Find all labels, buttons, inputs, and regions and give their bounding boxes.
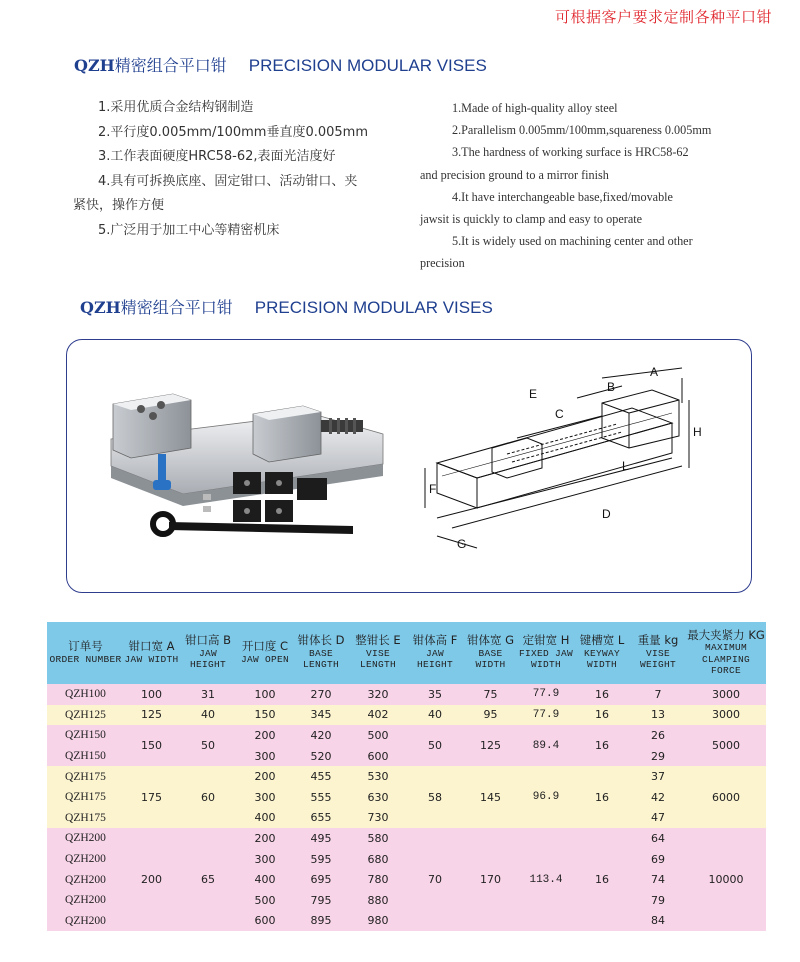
cell-jaw-height: 31 <box>179 684 237 705</box>
header-fixed-jaw-width: 定钳宽 H FIXED JAW WIDTH <box>518 622 574 684</box>
cell-weight: 13 <box>630 705 686 726</box>
features-cn <box>73 96 398 243</box>
feature-en-4-cont: jawsit is quickly to clamp and easy to operate <box>420 212 643 227</box>
cell-model: QZH200 <box>47 849 124 870</box>
cell-jaw-open: 300 <box>237 787 293 808</box>
header-order: 订单号 ORDER NUMBER <box>47 622 124 684</box>
label-c: C <box>555 407 564 421</box>
cell-jaw-height: 50 <box>179 725 237 766</box>
cell-weight: 29 <box>630 746 686 767</box>
title-cn: 精密组合平口钳 <box>114 56 227 75</box>
table-header-row <box>47 622 766 684</box>
cell-fixed-jaw-width: 77.9 <box>518 684 574 705</box>
feature-en-5: 5.It is widely used on machining center and other <box>452 234 693 249</box>
cell-clamping-force: 5000 <box>686 725 766 766</box>
label-l: L <box>622 459 629 473</box>
cell-weight: 84 <box>630 911 686 932</box>
feature-en-1: 1.Made of high-quality alloy steel <box>452 101 618 115</box>
cell-clamping-force: 6000 <box>686 766 766 828</box>
cell-model: QZH200 <box>47 890 124 911</box>
cell-vise-length: 580 <box>349 828 407 849</box>
feature-en-5-cont: precision <box>420 256 465 271</box>
cell-body-height: 35 <box>407 684 463 705</box>
cell-clamping-force: 10000 <box>686 828 766 931</box>
cell-jaw-open: 600 <box>237 911 293 932</box>
cell-base-length: 420 <box>293 725 349 746</box>
feature-cn-2: 2.平行度0.005mm/100mm垂直度0.005mm <box>98 124 369 140</box>
cell-weight: 79 <box>630 890 686 911</box>
cell-base-length: 455 <box>293 766 349 787</box>
label-e: E <box>529 387 538 401</box>
cell-model: QZH175 <box>47 787 124 808</box>
dimension-diagram <box>417 358 717 578</box>
table-row <box>47 725 766 746</box>
feature-en-2: 2.Parallelism 0.005mm/100mm,squareness 0.005mm <box>452 123 712 138</box>
cell-fixed-jaw-width: 77.9 <box>518 705 574 726</box>
cell-model: QZH100 <box>47 684 124 705</box>
cell-fixed-jaw-width: 96.9 <box>518 766 574 828</box>
feature-cn-1: 1.采用优质合金结构钢制造 <box>98 100 254 115</box>
cell-jaw-open: 100 <box>237 684 293 705</box>
cell-weight: 37 <box>630 766 686 787</box>
cell-body-height: 40 <box>407 705 463 726</box>
cell-model: QZH150 <box>47 746 124 767</box>
cell-base-length: 495 <box>293 828 349 849</box>
spec-table-body <box>47 684 766 931</box>
title-code: QZH <box>74 56 115 75</box>
cell-model: QZH125 <box>47 705 124 726</box>
cell-vise-length: 530 <box>349 766 407 787</box>
label-d: D <box>602 507 611 521</box>
cell-jaw-height: 60 <box>179 766 237 828</box>
feature-cn-4: 4.具有可拆换底座、固定钳口、活动钳口、夹 <box>98 173 358 189</box>
cell-jaw-open: 300 <box>237 849 293 870</box>
label-h: H <box>693 425 702 439</box>
cell-keyway-width: 16 <box>574 725 630 766</box>
cell-model: QZH175 <box>47 808 124 829</box>
cell-vise-length: 780 <box>349 869 407 890</box>
cell-jaw-open: 300 <box>237 746 293 767</box>
table-row <box>47 766 766 787</box>
table-row <box>47 705 766 726</box>
section-title-1 <box>74 53 487 76</box>
cell-base-width: 75 <box>463 684 518 705</box>
cell-weight: 42 <box>630 787 686 808</box>
cell-base-length: 595 <box>293 849 349 870</box>
feature-en-3-cont: and precision ground to a mirror finish <box>420 167 609 182</box>
cell-base-length: 655 <box>293 808 349 829</box>
cell-jaw-open: 200 <box>237 828 293 849</box>
product-image-frame <box>66 339 752 593</box>
cell-base-length: 520 <box>293 746 349 767</box>
header-base-width: 钳体宽 G BASE WIDTH <box>463 622 518 684</box>
cell-weight: 7 <box>630 684 686 705</box>
header-vise-length: 整钳长 E VISE LENGTH <box>349 622 407 684</box>
cell-jaw-width: 125 <box>124 705 179 726</box>
cell-base-width: 170 <box>463 828 518 931</box>
table-row <box>47 828 766 849</box>
section-title-2 <box>80 295 493 318</box>
cell-vise-length: 730 <box>349 808 407 829</box>
cell-vise-length: 500 <box>349 725 407 746</box>
feature-cn-3: 3.工作表面硬度HRC58-62,表面光洁度好 <box>98 149 336 164</box>
cell-base-length: 555 <box>293 787 349 808</box>
cell-jaw-open: 200 <box>237 725 293 746</box>
header-keyway-width: 键槽宽 L KEYWAY WIDTH <box>574 622 630 684</box>
cell-weight: 47 <box>630 808 686 829</box>
label-f: F <box>429 482 437 496</box>
cell-model: QZH150 <box>47 725 124 746</box>
cell-jaw-height: 65 <box>179 828 237 931</box>
cell-body-height: 70 <box>407 828 463 931</box>
label-b: B <box>607 380 616 394</box>
cell-weight: 64 <box>630 828 686 849</box>
cell-base-length: 695 <box>293 869 349 890</box>
cell-vise-length: 320 <box>349 684 407 705</box>
cell-base-length: 795 <box>293 890 349 911</box>
label-a: A <box>650 365 659 379</box>
feature-cn-5: 5.广泛用于加工中心等精密机床 <box>98 222 280 238</box>
title-en: PRECISION MODULAR VISES <box>254 298 493 317</box>
cell-base-width: 125 <box>463 725 518 766</box>
cell-jaw-width: 200 <box>124 828 179 931</box>
cell-base-width: 95 <box>463 705 518 726</box>
cell-jaw-open: 200 <box>237 766 293 787</box>
cell-jaw-width: 150 <box>124 725 179 766</box>
cell-jaw-height: 40 <box>179 705 237 726</box>
cell-fixed-jaw-width: 89.4 <box>518 725 574 766</box>
cell-base-length: 270 <box>293 684 349 705</box>
cell-vise-length: 980 <box>349 911 407 932</box>
cell-vise-length: 680 <box>349 849 407 870</box>
cell-base-length: 895 <box>293 911 349 932</box>
cell-jaw-open: 400 <box>237 808 293 829</box>
custom-order-note: 可根据客户要求定制各种平口钳 <box>554 8 772 26</box>
features-en <box>420 97 780 275</box>
title-en: PRECISION MODULAR VISES <box>248 56 487 75</box>
cell-jaw-width: 100 <box>124 684 179 705</box>
feature-cn-4-cont: 紧快，操作方便 <box>73 198 165 213</box>
cell-vise-length: 630 <box>349 787 407 808</box>
vise-photo <box>103 354 403 579</box>
header-weight: 重量 kg VISE WEIGHT <box>630 622 686 684</box>
cell-clamping-force: 3000 <box>686 705 766 726</box>
table-row <box>47 684 766 705</box>
header-base-length: 钳体长 D BASE LENGTH <box>293 622 349 684</box>
cell-body-height: 58 <box>407 766 463 828</box>
cell-keyway-width: 16 <box>574 828 630 931</box>
label-g: G <box>457 537 467 551</box>
cell-base-width: 145 <box>463 766 518 828</box>
title-cn: 精密组合平口钳 <box>120 298 233 317</box>
feature-en-4: 4.It have interchangeable base,fixed/movable <box>452 189 673 204</box>
header-clamping-force: 最大夹紧力 KG MAXIMUM CLAMPING FORCE <box>686 622 766 684</box>
title-code: QZH <box>80 298 121 317</box>
cell-model: QZH175 <box>47 766 124 787</box>
cell-vise-length: 402 <box>349 705 407 726</box>
cell-fixed-jaw-width: 113.4 <box>518 828 574 931</box>
cell-jaw-width: 175 <box>124 766 179 828</box>
cell-body-height: 50 <box>407 725 463 766</box>
cell-weight: 69 <box>630 849 686 870</box>
cell-jaw-open: 400 <box>237 869 293 890</box>
header-body-height: 钳体高 F JAW HEIGHT <box>407 622 463 684</box>
cell-jaw-open: 500 <box>237 890 293 911</box>
cell-vise-length: 600 <box>349 746 407 767</box>
cell-vise-length: 880 <box>349 890 407 911</box>
spec-table <box>47 622 766 931</box>
header-jaw-height: 钳口高 B JAW HEIGHT <box>179 622 237 684</box>
cell-weight: 74 <box>630 869 686 890</box>
cell-model: QZH200 <box>47 911 124 932</box>
header-jaw-width: 钳口宽 A JAW WIDTH <box>124 622 179 684</box>
cell-model: QZH200 <box>47 869 124 890</box>
cell-jaw-open: 150 <box>237 705 293 726</box>
cell-keyway-width: 16 <box>574 684 630 705</box>
cell-model: QZH200 <box>47 828 124 849</box>
cell-clamping-force: 3000 <box>686 684 766 705</box>
cell-keyway-width: 16 <box>574 766 630 828</box>
cell-weight: 26 <box>630 725 686 746</box>
header-jaw-open: 开口度 C JAW OPEN <box>237 622 293 684</box>
cell-base-length: 345 <box>293 705 349 726</box>
cell-keyway-width: 16 <box>574 705 630 726</box>
feature-en-3: 3.The hardness of working surface is HRC58-62 <box>452 145 689 160</box>
